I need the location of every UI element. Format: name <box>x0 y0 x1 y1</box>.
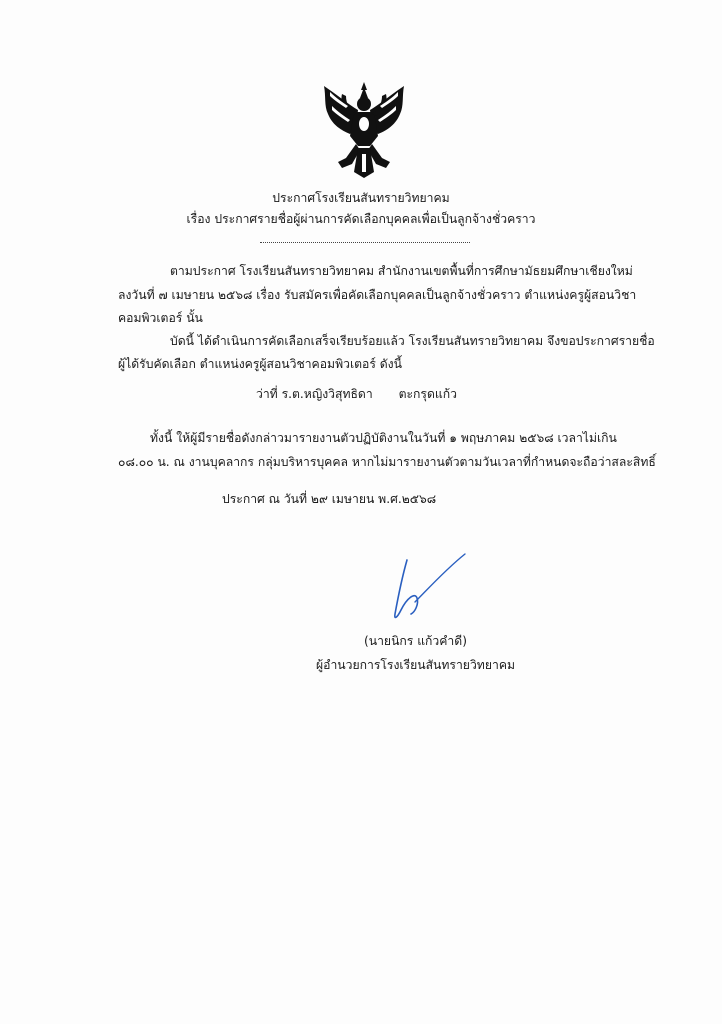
para1-line2: ลงวันที่ ๗ เมษายน ๒๕๖๘ เรื่อง รับสมัครเพื่อคัดเลือกบุคคลเป็นลูกจ้างชั่วคราว ตำแหน่งครูผู้สอนวิชา <box>118 288 637 302</box>
header-divider <box>260 242 470 243</box>
para1-line3: คอมพิวเตอร์ นั้น <box>118 311 203 325</box>
para1-line1: ตามประกาศ โรงเรียนสันทรายวิทยาคม สำนักงานเขตพื้นที่การศึกษามัธยมศึกษาเชียงใหม่ <box>170 264 633 278</box>
selected-person <box>256 385 457 404</box>
selected-first-name: ว่าที่ ร.ต.หญิงวิสุทธิดา <box>256 387 373 401</box>
para3-line1: ทั้งนี้ ให้ผู้มีรายชื่อดังกล่าวมารายงานตัวปฏิบัติงานในวันที่ ๑ พฤษภาคม ๒๕๖๘ เวลาไม่เกิน <box>150 431 617 445</box>
announcement-title: ประกาศโรงเรียนสันทรายวิทยาคม <box>272 191 450 205</box>
para2-line1: บัดนี้ ได้ดำเนินการคัดเลือกเสร็จเรียบร้อยแล้ว โรงเรียนสันทรายวิทยาคม จึงขอประกาศรายชื่อ <box>170 334 655 348</box>
announcement-subject: เรื่อง ประกาศรายชื่อผู้ผ่านการคัดเลือกบุคคลเพื่อเป็นลูกจ้างชั่วคราว <box>186 212 536 226</box>
handwritten-signature <box>385 552 470 627</box>
para3-line2: ๐๘.๐๐ น. ณ งานบุคลากร กลุ่มบริหารบุคคล หากไม่มารายงานตัวตามวันเวลาที่กำหนดจะถือว่าสละสิทธิ์ <box>118 455 656 469</box>
signatory-position: ผู้อำนวยการโรงเรียนสันทรายวิทยาคม <box>316 658 515 672</box>
selected-last-name: ตะกรุดแก้ว <box>398 387 457 401</box>
signatory-name: (นายนิกร แก้วคำดี) <box>364 634 467 648</box>
garuda-emblem-icon <box>318 80 410 180</box>
para2-line2: ผู้ได้รับคัดเลือก ตำแหน่งครูผู้สอนวิชาคอมพิวเตอร์ ดังนี้ <box>118 357 402 371</box>
announcement-date: ประกาศ ณ วันที่ ๒๙ เมษายน พ.ศ.๒๕๖๘ <box>222 492 437 506</box>
